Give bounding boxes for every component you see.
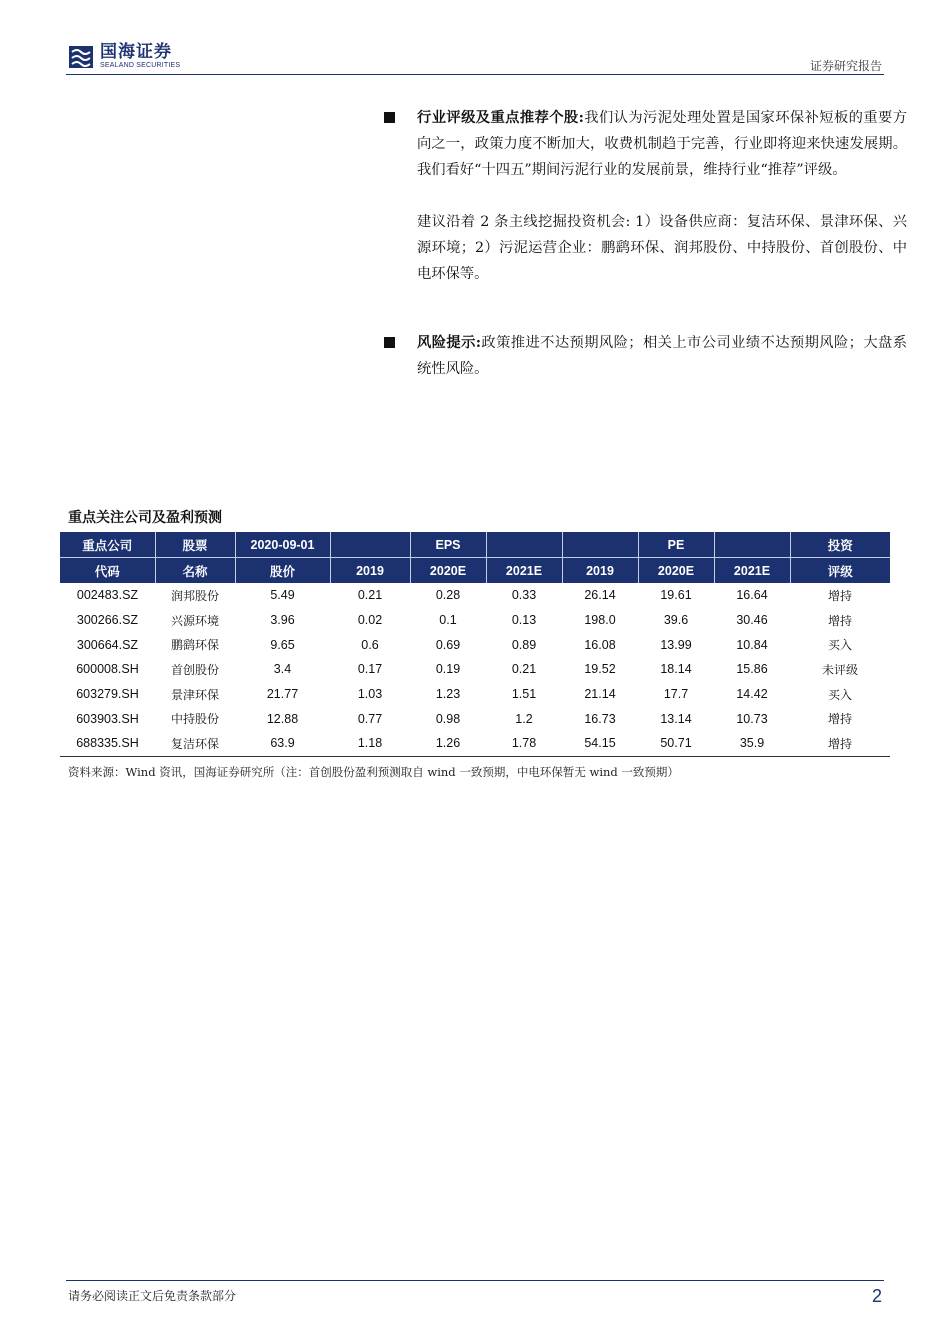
bullet-rating-body: 我们认为污泥处理处置是国家环保补短板的重要方向之一，政策力度不断加大，收费机制趋于完善，行业即将迎来快速发展期。我们看好“十四五”期间污泥行业的发展前景，维持行业“推荐”评级。 <box>417 110 908 178</box>
table-cell: 16.64 <box>736 588 768 603</box>
table-cell: 0.77 <box>357 711 383 726</box>
table-cell: 0.17 <box>357 662 383 677</box>
table-cell: 300664.SZ <box>76 637 139 652</box>
table-cell: 21.77 <box>266 687 299 702</box>
table-cell: 688335.SH <box>60 731 155 756</box>
table-cell: 13.14 <box>660 711 692 726</box>
bullet-rating-extra: 建议沿着 2 条主线挖掘投资机会: 1）设备供应商：复洁环保、景津环保、兴源环境；2）污泥运营企业：鹏鹞环保、润邦股份、中持股份、首创股份、中电环保等。 <box>417 214 907 282</box>
table-cell: 1.78 <box>486 731 562 756</box>
table-cell: 16.73 <box>584 711 616 726</box>
table-row <box>60 731 890 756</box>
table-cell: 10.84 <box>736 637 768 652</box>
table-cell: 50.71 <box>638 731 714 756</box>
table-header-cell: 2021E <box>714 558 790 584</box>
sealand-logo-icon <box>68 44 94 70</box>
table-cell: 0.19 <box>435 662 461 677</box>
table-header-cell: 重点公司 <box>60 532 155 558</box>
table-cell: 603903.SH <box>76 711 139 726</box>
bullet-rating-label: 行业评级及重点推荐个股: <box>417 110 584 126</box>
table-cell: 增持 <box>790 731 890 756</box>
table-row <box>60 657 890 682</box>
square-bullet-icon <box>384 112 395 123</box>
table-cell: 18.14 <box>660 662 692 677</box>
table-cell: 0.6 <box>361 637 379 652</box>
table-cell: 0.33 <box>511 588 537 603</box>
table-cell: 买入 <box>827 638 852 653</box>
table-row <box>60 706 890 731</box>
table-cell: 0.1 <box>439 613 457 628</box>
table-source-note: 资料来源：Wind 资讯，国海证券研究所（注：首创股份盈利预测取自 wind 一致预期，中电环保暂无 wind 一致预期） <box>68 765 679 779</box>
table-header-cell: 投资 <box>790 532 890 558</box>
table-header-cell: EPS <box>410 532 486 558</box>
table-cell: 景津环保 <box>170 687 219 702</box>
bullet-risk <box>384 330 907 382</box>
table-header-cell <box>714 532 790 558</box>
table-cell: 1.2 <box>515 711 533 726</box>
table-cell: 19.61 <box>660 588 692 603</box>
table-cell: 润邦股份 <box>170 588 219 603</box>
bullet-risk-label: 风险提示: <box>417 335 482 351</box>
table-cell: 复洁环保 <box>155 731 235 756</box>
table-title: 重点关注公司及盈利预测 <box>68 510 222 526</box>
table-cell: 1.51 <box>511 687 537 702</box>
table-cell: 0.89 <box>511 637 537 652</box>
table-cell: 17.7 <box>663 687 689 702</box>
table-cell: 300266.SZ <box>76 613 139 628</box>
table-cell: 10.73 <box>736 711 768 726</box>
table-header-row-1 <box>60 532 890 558</box>
table-cell: 首创股份 <box>170 662 219 677</box>
forecast-table <box>60 532 890 757</box>
company-logo <box>68 43 180 70</box>
table-cell: 14.42 <box>736 687 768 702</box>
table-header-cell: 2020-09-01 <box>235 532 330 558</box>
table-cell: 3.96 <box>270 613 295 628</box>
table-row <box>60 682 890 707</box>
table-header-cell <box>330 532 410 558</box>
logo-en-text: SEALAND SECURITIES <box>100 62 181 69</box>
table-cell: 35.9 <box>714 731 790 756</box>
table-cell: 39.6 <box>663 613 689 628</box>
table-cell: 16.08 <box>584 637 616 652</box>
table-header-row-2 <box>60 558 890 584</box>
bullet-risk-text <box>417 330 907 382</box>
table-cell: 买入 <box>827 687 852 702</box>
table-cell: 增持 <box>827 712 852 727</box>
table-header-cell: 股价 <box>235 558 330 584</box>
table-cell: 63.9 <box>235 731 330 756</box>
table-header-cell: 2020E <box>410 558 486 584</box>
table-cell: 30.46 <box>736 613 768 628</box>
table-header-cell: 2021E <box>486 558 562 584</box>
table-cell: 未评级 <box>821 662 858 677</box>
table-cell: 0.13 <box>511 613 537 628</box>
table-cell: 0.69 <box>435 637 461 652</box>
table-cell: 198.0 <box>584 613 616 628</box>
table-header-cell: PE <box>638 532 714 558</box>
table-cell: 0.28 <box>435 588 461 603</box>
table-cell: 1.18 <box>330 731 410 756</box>
footer-divider <box>66 1280 884 1281</box>
table-cell: 0.21 <box>357 588 383 603</box>
table-cell: 中持股份 <box>170 712 219 727</box>
table-cell: 54.15 <box>562 731 638 756</box>
square-bullet-icon <box>384 337 395 348</box>
table-cell: 1.23 <box>435 687 461 702</box>
table-row <box>60 632 890 657</box>
table-header-cell <box>486 532 562 558</box>
table-cell: 15.86 <box>736 662 768 677</box>
bullet-risk-body: 政策推进不达预期风险；相关上市公司业绩不达预期风险；大盘系统性风险。 <box>417 335 907 377</box>
table-cell: 0.02 <box>357 613 383 628</box>
table-header-cell: 代码 <box>60 558 155 584</box>
table-cell: 1.26 <box>410 731 486 756</box>
report-type-label: 证券研究报告 <box>809 59 882 73</box>
bullet-rating-text <box>417 105 907 183</box>
table-cell: 增持 <box>827 588 852 603</box>
table-cell: 鹏鹞环保 <box>170 638 219 653</box>
table-cell: 002483.SZ <box>76 588 139 603</box>
page-number: 2 <box>871 1286 882 1306</box>
table-cell: 3.4 <box>273 662 292 677</box>
footer-disclaimer: 请务必阅读正文后免责条款部分 <box>68 1289 237 1303</box>
table-cell: 26.14 <box>584 588 616 603</box>
header-divider <box>66 74 884 75</box>
table-cell: 9.65 <box>270 637 295 652</box>
table-header-cell <box>562 532 638 558</box>
table-cell: 兴源环境 <box>170 613 219 628</box>
table-header-cell: 评级 <box>790 558 890 584</box>
table-header-cell: 2019 <box>562 558 638 584</box>
table-header-cell: 名称 <box>155 558 235 584</box>
table-row <box>60 608 890 633</box>
table-cell: 5.49 <box>270 588 295 603</box>
table-cell: 19.52 <box>584 662 616 677</box>
table-cell: 增持 <box>827 613 852 628</box>
table-row <box>60 583 890 608</box>
table-cell: 1.03 <box>357 687 383 702</box>
table-cell: 0.98 <box>435 711 461 726</box>
table-cell: 21.14 <box>584 687 616 702</box>
table-cell: 0.21 <box>511 662 537 677</box>
table-header-cell: 2020E <box>638 558 714 584</box>
table-header-cell: 股票 <box>155 532 235 558</box>
bullet-rating <box>384 105 907 287</box>
table-cell: 12.88 <box>266 711 299 726</box>
logo-cn-text: 国海证券 <box>100 42 172 62</box>
table-header-cell: 2019 <box>330 558 410 584</box>
table-cell: 603279.SH <box>76 687 139 702</box>
table-cell: 13.99 <box>660 637 692 652</box>
table-cell: 600008.SH <box>76 662 139 677</box>
